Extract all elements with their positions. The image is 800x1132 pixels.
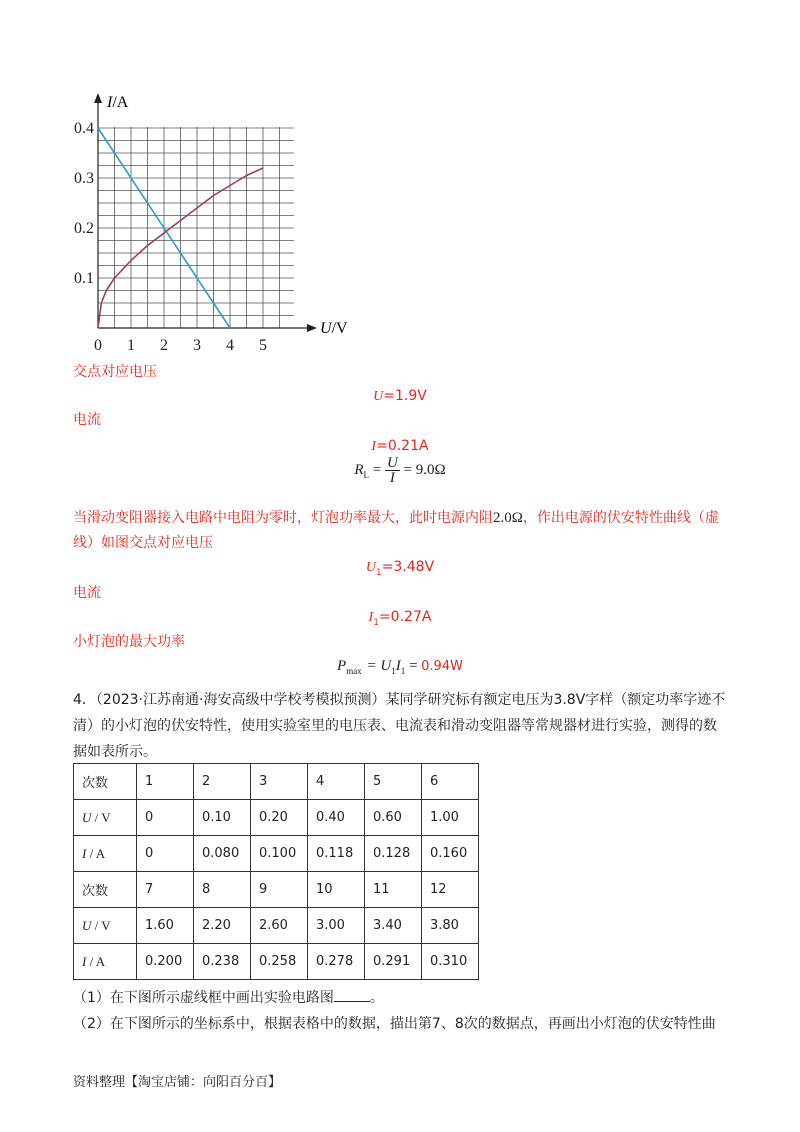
chart-grid (98, 127, 294, 328)
table-cell: 0.60 (365, 800, 422, 836)
table-cell: 0 (137, 800, 194, 836)
x-axis-arrow (307, 324, 317, 332)
table-row (74, 944, 479, 980)
question-line2: 清）的小灯泡的伏安特性，使用实验室里的电压表、电流表和滑动变阻器等常规器材进行实验，测得的数 (73, 718, 717, 734)
table-cell: 8 (194, 872, 251, 908)
table-cell: 0.160 (422, 836, 479, 872)
table-cell: 9 (251, 872, 308, 908)
y-axis-label: I/A (107, 94, 129, 111)
table-cell: 0.080 (194, 836, 251, 872)
y-axis-arrow (94, 93, 102, 103)
equation-I1: $I_1=0.27A$ (368, 609, 432, 628)
table-cell: 2 (194, 764, 251, 800)
x-tick-label: 5 (259, 337, 267, 354)
table-cell: 0.278 (308, 944, 365, 980)
table-row (74, 764, 479, 800)
table-cell: 次数 (74, 764, 137, 800)
table-cell: 0.118 (308, 836, 365, 872)
data-table (73, 763, 479, 980)
solution-line-current-2: 电流 (73, 585, 101, 601)
table-cell: 3.00 (308, 908, 365, 944)
table-cell: 6 (422, 764, 479, 800)
table-row (74, 800, 479, 836)
question-line1: 4．（2023·江苏南通·海安高级中学校考模拟预测）某同学研究标有额定电压为3.8V字样（额定功率字迹不 (73, 692, 726, 708)
sub-question-1: （1）在下图所示虚线框中画出实验电路图 。 (73, 987, 384, 1008)
table-cell: 1 (137, 764, 194, 800)
table-cell: U / V (74, 908, 137, 944)
footer: 资料整理【淘宝店铺：向阳百分百】 (73, 1075, 282, 1090)
y-tick-label: 0.3 (74, 170, 94, 187)
question-line3: 据如表所示。 (73, 744, 157, 760)
table-cell: 5 (365, 764, 422, 800)
solution-paragraph-line1: 当滑动变阻器接入电路中电阻为零时，灯泡功率最大，此时电源内阻2.0Ω，作出电源的伏安特性曲线（虚 (73, 510, 719, 526)
table-cell: 3.40 (365, 908, 422, 944)
table-cell: U / V (74, 800, 137, 836)
table-cell: 0.20 (251, 800, 308, 836)
table-cell: I / A (74, 836, 137, 872)
table-row (74, 836, 479, 872)
x-tick-label: 0 (94, 337, 102, 354)
table-row (74, 872, 479, 908)
equation-U1: $U_1=3.48V$ (365, 559, 435, 578)
table-cell: 0.310 (422, 944, 479, 980)
table-row (74, 908, 479, 944)
equation-I: I=0.21A (371, 438, 429, 454)
table-cell: 10 (308, 872, 365, 908)
solution-line-max-power: 小灯泡的最大功率 (73, 634, 185, 650)
table-cell: 次数 (74, 872, 137, 908)
x-tick-label: 2 (160, 337, 168, 354)
y-tick-label: 0.1 (74, 270, 94, 287)
table-cell: 4 (308, 764, 365, 800)
table-cell: 7 (137, 872, 194, 908)
y-tick-label: 0.4 (74, 120, 94, 137)
table-cell: 1.60 (137, 908, 194, 944)
table-cell: 0.200 (137, 944, 194, 980)
table-cell: 3 (251, 764, 308, 800)
iv-chart (60, 85, 380, 355)
equation-RL: $R_L$ = $\frac{U}{I}$ = 9.0Ω (354, 455, 446, 486)
table-cell: 1.00 (422, 800, 479, 836)
table-cell: 0.40 (308, 800, 365, 836)
chart-axes (94, 93, 317, 332)
equation-Pmax: $P_{max} = U_1I_1 = 0.94W$ (337, 658, 463, 676)
answer-blank (334, 987, 370, 1002)
solution-paragraph-line2: 线）如图交点对应电压 (73, 535, 213, 551)
equation-U: U=1.9V (373, 388, 427, 404)
table-cell: 12 (422, 872, 479, 908)
x-tick-label: 1 (127, 337, 135, 354)
table-cell: 2.60 (251, 908, 308, 944)
table-cell: 11 (365, 872, 422, 908)
table-cell: 0 (137, 836, 194, 872)
table-cell: 0.128 (365, 836, 422, 872)
table-cell: 0.238 (194, 944, 251, 980)
x-axis-label: U/V (320, 320, 348, 337)
x-tick-label: 4 (226, 337, 234, 354)
solution-line-voltage: 交点对应电压 (73, 364, 157, 380)
y-tick-label: 0.2 (74, 220, 94, 237)
sub-question-2: （2）在下图所示的坐标系中，根据表格中的数据，描出第7、8次的数据点，再画出小灯泡的伏安特性曲 (73, 1016, 716, 1032)
table-cell: 3.80 (422, 908, 479, 944)
table-cell: 2.20 (194, 908, 251, 944)
solution-line-current: 电流 (73, 412, 101, 428)
table-cell: 0.100 (251, 836, 308, 872)
table-cell: 0.258 (251, 944, 308, 980)
x-tick-label: 3 (193, 337, 201, 354)
table-cell: 0.291 (365, 944, 422, 980)
table-cell: 0.10 (194, 800, 251, 836)
table-cell: I / A (74, 944, 137, 980)
